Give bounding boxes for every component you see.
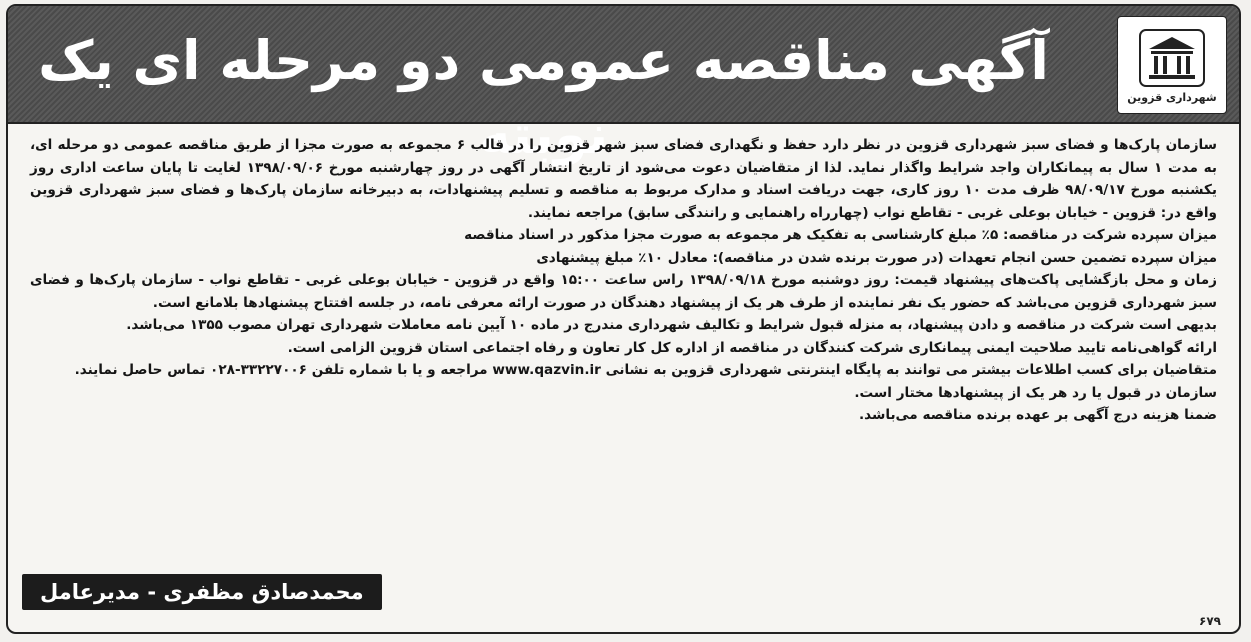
notice-body bbox=[30, 134, 1217, 427]
paragraph-intro: سازمان پارک‌ها و فضای سبز شهرداری قزوین در نظر دارد حفظ و نگهداری فضای سبز شهر قزوین را در قالب ۶ مجموعه به صورت مجزا از طریق مناقصه عمومی دو مرحله ای، به مدت ۱ سال به پیمانکاران واجد شرایط واگذار نماید. لذا از متقاضیان دعوت می‌شود از تاریخ انتشار آگهی در روز چهارشنبه مورخ ۱۳۹۸/۰۹/۰۶ لغایت تا پایان ساعت اداری روز یکشنبه مورخ ۹۸/۰۹/۱۷ ظرف مدت ۱۰ روز کاری، جهت دریافت اسناد و مدارک مربوط به مناقصه و تسلیم پیشنهادات، به دبیرخانه سازمان پارک‌ها و فضای سبز شهرداری قزوین واقع در: قزوین - خیابان بوعلی غربی - تقاطع نواب (چهارراه راهنمایی و رانندگی سابق) مراجعه نمایند. bbox=[30, 137, 1217, 221]
tender-notice bbox=[6, 4, 1241, 634]
notice-code: ۶۷۹ bbox=[1199, 614, 1221, 628]
notice-title: آگهی مناقصه عمومی دو مرحله ای یک نوبته bbox=[38, 29, 1049, 166]
paragraph-opening: زمان و محل بازگشایی پاکت‌های پیشنهاد قیمت: روز دوشنبه مورخ ۱۳۹۸/۰۹/۱۸ راس ساعت ۱۵:۰۰ واقع در قزوین - خیابان بوعلی غربی - تقاطع نواب - سازمان پارک‌ها و فضای سبز شهرداری قزوین می‌باشد که حضور یک نفر نماینده از طرف هر یک از پیشنهاد دهندگان در صورت ارائه معرفی نامه، در جلسه افتتاح پیشنهادها بلامانع است. bbox=[30, 272, 1217, 311]
signature-box: محمدصادق مظفری - مدیرعامل bbox=[22, 574, 382, 610]
paragraph-certificate: ارائه گواهی‌نامه تایید صلاحیت ایمنی پیمانکاری شرکت کنندگان در مناقصه از اداره کل کار تعاون و رفاه اجتماعی استان قزوین الزامی است. bbox=[287, 339, 1217, 356]
paragraph-deposit: میزان سپرده شرکت در مناقصه: ۵٪ مبلغ کارشناسی به تفکیک هر مجموعه به صورت مجزا مذکور در اسناد مناقصه bbox=[464, 227, 1217, 243]
paragraph-guarantee: میزان سپرده تضمین حسن انجام تعهدات (در صورت برنده شدن در مناقصه): معادل ۱۰٪ مبلغ پیشنهادی bbox=[536, 249, 1217, 266]
paragraph-cost: ضمنا هزینه درج آگهی بر عهده برنده مناقصه می‌باشد. bbox=[858, 407, 1217, 423]
logo-caption: شهرداری قزوین bbox=[1127, 90, 1217, 104]
notice-header bbox=[8, 6, 1239, 166]
municipality-logo bbox=[1117, 16, 1227, 114]
paragraph-contact: متقاضیان برای کسب اطلاعات بیشتر می توانند به پایگاه اینترنتی شهرداری قزوین به نشانی www.qazvin.ir مراجعه و یا با شماره تلفن ۳۳۲۲۷۰۰۶-۰۲۸ تماس حاصل نمایند. bbox=[74, 362, 1217, 378]
municipality-building-icon bbox=[1137, 27, 1207, 89]
paragraph-rights: سازمان در قبول یا رد هر یک از پیشنهادها مختار است. bbox=[854, 384, 1217, 401]
paragraph-conditions: بدیهی است شرکت در مناقصه و دادن پیشنهاد، به منزله قبول شرایط و تکالیف شهرداری مندرج در ماده ۱۰ آیین نامه معاملات شهرداری تهران مصوب ۱۳۵۵ می‌باشد. bbox=[126, 317, 1217, 333]
